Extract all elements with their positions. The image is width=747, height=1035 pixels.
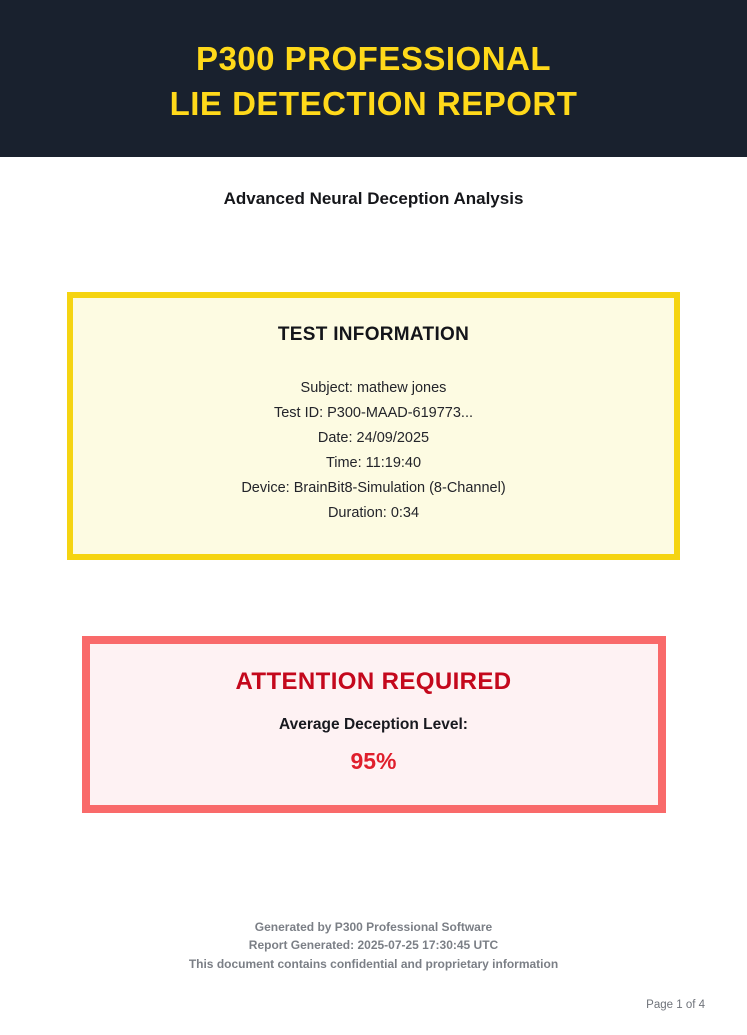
footer-line-confidential: This document contains confidential and proprietary information (188, 956, 559, 971)
test-info-date: Date: 24/09/2025 (317, 430, 430, 446)
test-info-time: Time: 11:19:40 (325, 455, 422, 471)
test-information-heading: TEST INFORMATION (277, 324, 470, 345)
test-information-panel (67, 292, 680, 560)
report-subtitle: Advanced Neural Deception Analysis (223, 189, 524, 208)
footer-line-generated: Report Generated: 2025-07-25 17:30:45 UTC (248, 938, 499, 952)
test-info-subject: Subject: mathew jones (300, 380, 447, 396)
footer-line-software: Generated by P300 Professional Software (254, 919, 493, 934)
report-header-banner (0, 0, 747, 157)
attention-required-heading: ATTENTION REQUIRED (235, 668, 512, 695)
test-info-device: Device: BrainBit8-Simulation (8-Channel) (241, 480, 506, 496)
report-footer (0, 918, 747, 974)
test-info-test-id: Test ID: P300-MAAD-619773... (273, 405, 474, 421)
average-deception-level-value: 95% (350, 748, 397, 774)
page-number: Page 1 of 4 (646, 999, 705, 1011)
test-info-duration: Duration: 0:34 (327, 505, 420, 521)
report-title-line-2: LIE DETECTION REPORT (169, 84, 578, 122)
attention-required-panel (82, 636, 666, 813)
average-deception-level-label: Average Deception Level: (279, 716, 468, 733)
report-title-line-1: P300 PROFESSIONAL (195, 39, 552, 77)
